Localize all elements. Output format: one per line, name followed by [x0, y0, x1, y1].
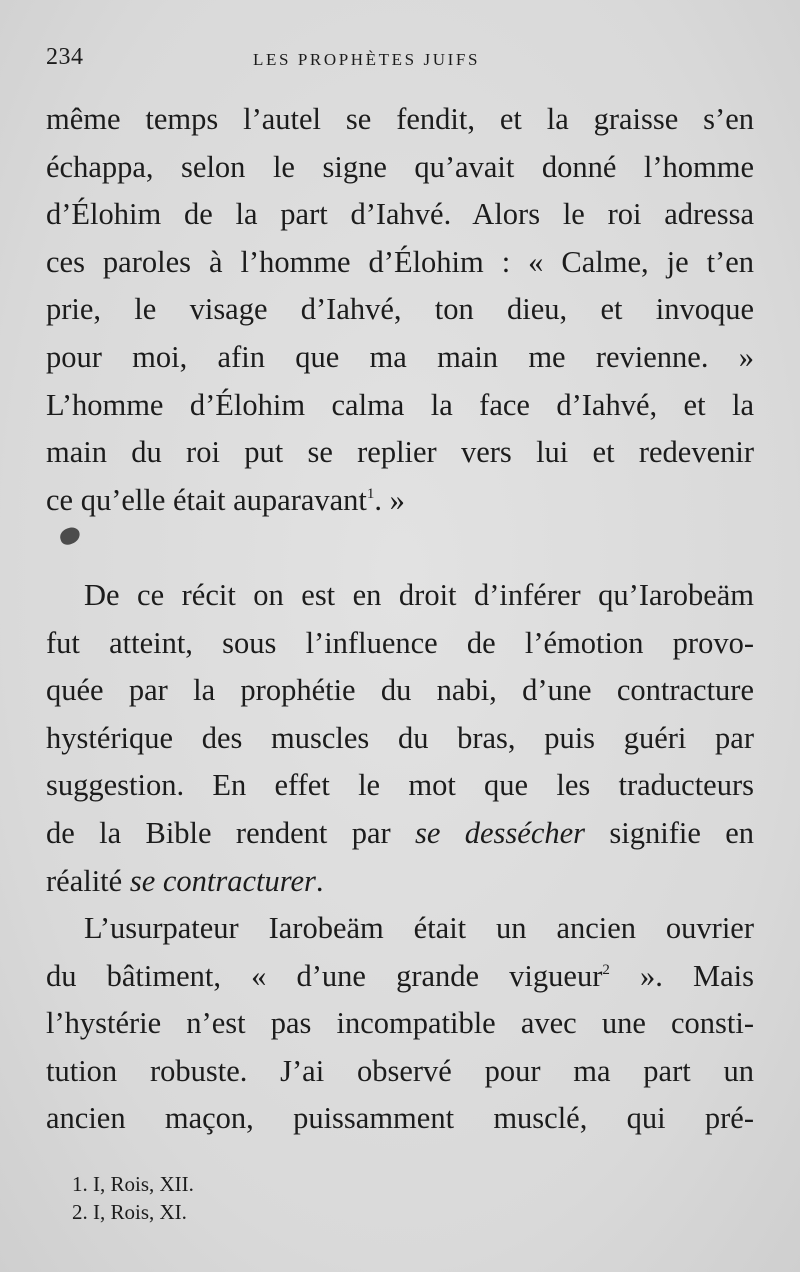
text-line: main du roi put se replier vers lui et redevenir	[46, 435, 754, 470]
text-fragment: ce qu’elle était auparavant	[46, 482, 367, 517]
text-fragment: du bâtiment, « d’une grande vigueur	[46, 958, 603, 993]
text-line: L’homme d’Élohim calma la face d’Iahvé, et la	[46, 387, 754, 422]
footnotes	[72, 1170, 194, 1226]
text-line: échappa, selon le signe qu’avait donné l’homme	[46, 149, 754, 184]
footnote-1: 1. I, Rois, XII.	[72, 1172, 194, 1196]
text-line: tution robuste. J’ai observé pour ma part un	[46, 1053, 754, 1088]
text-fragment: . »	[374, 482, 405, 517]
text-line	[46, 953, 754, 1001]
paragraph-gap	[46, 524, 754, 572]
text-line: l’hystérie n’est pas incompatible avec une consti-	[46, 1006, 754, 1041]
text-line: De ce récit on est en droit d’inférer qu’Iarobeäm	[84, 577, 754, 612]
text-line: d’Élohim de la part d’Iahvé. Alors le roi adressa	[46, 197, 754, 232]
text-line: suggestion. En effet le mot que les traducteurs	[46, 768, 754, 803]
text-line: fut atteint, sous l’influence de l’émotion provo-	[46, 625, 754, 660]
page-number: 234	[46, 44, 84, 70]
text-line	[46, 858, 754, 906]
text-line: ancien maçon, puissamment musclé, qui pré-	[46, 1101, 754, 1136]
italic-term: se contracturer	[129, 863, 316, 898]
text-line: L’usurpateur Iarobeäm était un ancien ouvrier	[84, 911, 754, 946]
text-line: prie, le visage d’Iahvé, ton dieu, et invoque	[46, 292, 754, 327]
footnote-2: 2. I, Rois, XI.	[72, 1200, 187, 1224]
text-line: quée par la prophétie du nabi, d’une contracture	[46, 673, 754, 708]
text-fragment: réalité	[46, 863, 130, 898]
page-header	[46, 44, 754, 76]
text-line	[46, 477, 754, 525]
text-fragment: .	[315, 863, 324, 898]
text-line: même temps l’autel se fendit, et la graisse s’en	[46, 102, 754, 136]
text-line: pour moi, afin que ma main me revienne. »	[46, 339, 754, 374]
running-title: LES PROPHÈTES JUIFS	[253, 50, 480, 69]
footnote-ref-2: 2	[602, 961, 610, 978]
body-text	[46, 96, 754, 1143]
text-line: hystérique des muscles du bras, puis guéri par	[46, 720, 754, 755]
text-fragment: de la Bible rendent par	[46, 815, 416, 850]
text-line	[46, 810, 754, 858]
text-fragment: signifie en	[585, 815, 754, 850]
text-line: ces paroles à l’homme d’Élohim : « Calme, je t’en	[46, 244, 754, 279]
italic-term: se dessécher	[415, 815, 586, 850]
text-fragment: ». Mais	[609, 958, 754, 993]
footnote-ref-1: 1	[366, 485, 375, 502]
